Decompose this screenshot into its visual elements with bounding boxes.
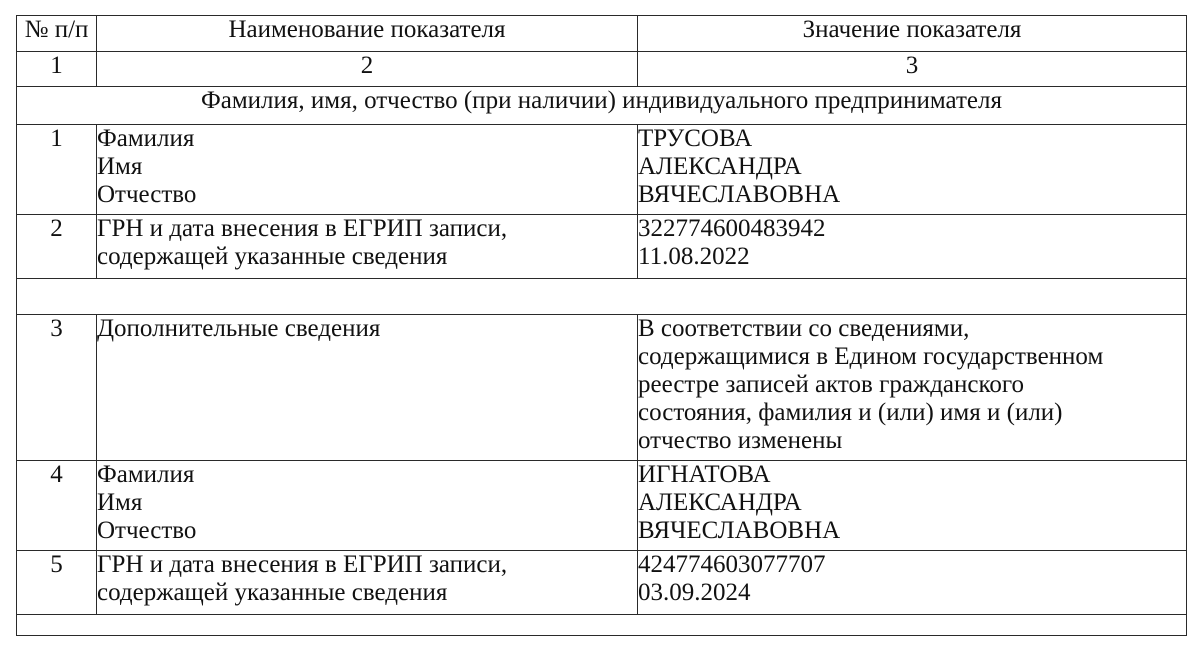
header-indicator-name: Наименование показателя [97, 16, 638, 52]
row-number: 4 [17, 461, 97, 551]
name-line: Имя [97, 153, 143, 180]
value-line: реестре записей актов гражданского [638, 371, 1024, 398]
name-line: ГРН и дата внесения в ЕГРИП записи, [97, 215, 508, 242]
row-indicator-value [638, 551, 1187, 615]
row-indicator-name [97, 315, 638, 461]
value-line: 424774603077707 [638, 551, 826, 578]
value-line: 03.09.2024 [638, 579, 751, 606]
row-indicator-value [638, 215, 1187, 279]
row-number: 1 [17, 125, 97, 215]
column-number-2: 2 [97, 52, 638, 87]
value-line: содержащимися в Едином государственном [638, 343, 1104, 370]
name-line: Отчество [97, 181, 197, 208]
section-title-row [17, 87, 1187, 125]
value-line: 11.08.2022 [638, 243, 750, 270]
value-line: ВЯЧЕСЛАВОВНА [638, 517, 841, 544]
table-row [17, 125, 1187, 215]
row-number: 3 [17, 315, 97, 461]
egrip-extract-table [16, 15, 1187, 636]
name-line: содержащей указанные сведения [97, 579, 448, 606]
row-number: 2 [17, 215, 97, 279]
value-line: отчество изменены [638, 427, 843, 454]
value-line: состояния, фамилия и (или) имя и (или) [638, 399, 1063, 426]
name-line: Дополнительные сведения [97, 315, 381, 342]
value-line: ВЯЧЕСЛАВОВНА [638, 181, 841, 208]
name-line: ГРН и дата внесения в ЕГРИП записи, [97, 551, 508, 578]
column-numbers-row [17, 52, 1187, 87]
table-row [17, 315, 1187, 461]
row-indicator-name [97, 125, 638, 215]
column-number-1: 1 [17, 52, 97, 87]
table-row [17, 551, 1187, 615]
empty-cell [17, 615, 1187, 636]
header-number: № п/п [17, 16, 97, 52]
value-line: 322774600483942 [638, 215, 826, 242]
section-title: Фамилия, имя, отчество (при наличии) индивидуального предпринимателя [17, 87, 1187, 125]
value-line: ТРУСОВА [638, 125, 753, 152]
row-indicator-value [638, 315, 1187, 461]
empty-cell [17, 279, 1187, 315]
table-row [17, 461, 1187, 551]
table-row [17, 215, 1187, 279]
row-indicator-value [638, 461, 1187, 551]
name-line: Отчество [97, 517, 197, 544]
row-indicator-name [97, 215, 638, 279]
name-line: Фамилия [97, 125, 195, 152]
name-line: Фамилия [97, 461, 195, 488]
row-number: 5 [17, 551, 97, 615]
value-line: ИГНАТОВА [638, 461, 771, 488]
row-indicator-value [638, 125, 1187, 215]
column-number-3: 3 [638, 52, 1187, 87]
value-line: АЛЕКСАНДРА [638, 153, 802, 180]
header-indicator-value: Значение показателя [638, 16, 1187, 52]
value-line: В соответствии со сведениями, [638, 315, 970, 342]
name-line: содержащей указанные сведения [97, 243, 448, 270]
value-line: АЛЕКСАНДРА [638, 489, 802, 516]
table-tail-row [17, 615, 1187, 636]
row-indicator-name [97, 461, 638, 551]
row-indicator-name [97, 551, 638, 615]
name-line: Имя [97, 489, 143, 516]
empty-separator-row [17, 279, 1187, 315]
table-header-row [17, 16, 1187, 52]
